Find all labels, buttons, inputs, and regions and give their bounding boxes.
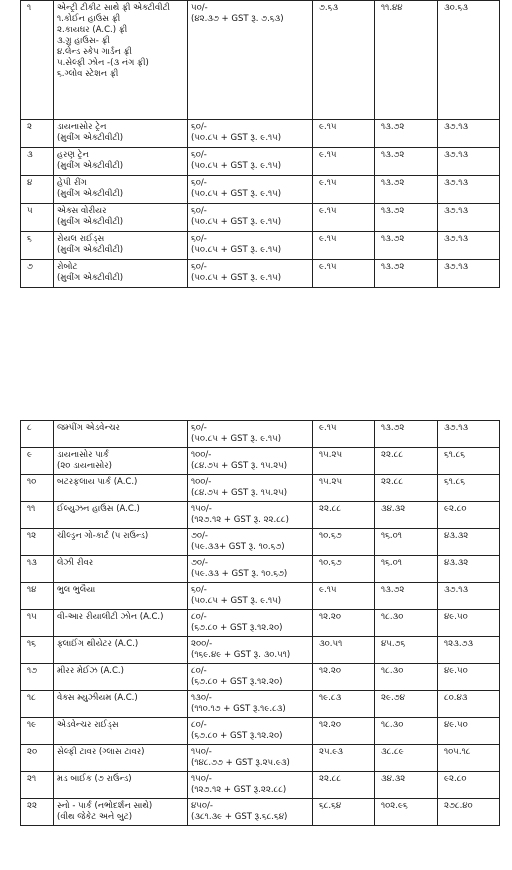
activity-name bbox=[54, 204, 188, 232]
price-cell bbox=[188, 637, 313, 664]
ticket-price: ૬૦/- bbox=[191, 262, 207, 272]
activity-name-line: (મુવીંગ એક્ટીવીટી) bbox=[57, 161, 124, 171]
table-row bbox=[21, 448, 500, 475]
serial-number: ૧૬ bbox=[21, 637, 54, 664]
serial-number: ૮ bbox=[21, 421, 54, 448]
ticket-price: ૬૦/- bbox=[191, 206, 207, 216]
activity-name-line: (મુવીંગ એક્ટીવીટી) bbox=[57, 245, 124, 255]
amount-c4: ૧૨.૨૦ bbox=[313, 664, 375, 691]
activity-name-line: મડ બાઈક (૭ રાઉન્ડ) bbox=[57, 774, 132, 784]
amount-c5: ૩૪.૩૨ bbox=[375, 502, 438, 529]
price-breakup: (૫૦.૮૫ + GST રૂ. ૯.૧૫) bbox=[191, 434, 282, 444]
price-cell bbox=[188, 664, 313, 691]
serial-number: ૫ bbox=[21, 204, 54, 232]
amount-c6: ૪૯.૫૦ bbox=[438, 664, 500, 691]
amount-c5: ૧૩.૭૨ bbox=[375, 204, 438, 232]
amount-c6: ૩૭.૧૩ bbox=[438, 120, 500, 148]
amount-c6: ૪૩.૩૨ bbox=[438, 556, 500, 583]
amount-c6: ૩૭.૧૩ bbox=[438, 583, 500, 610]
ticket-price: ૬૦/- bbox=[191, 585, 207, 595]
activity-name-line: લેઝી રીવર bbox=[57, 558, 94, 568]
price-breakup: (૫૦.૮૫ + GST રૂ. ૯.૧૫) bbox=[191, 273, 282, 283]
table-row bbox=[21, 664, 500, 691]
activity-name bbox=[54, 176, 188, 204]
activity-name bbox=[54, 475, 188, 502]
amount-c5: ૧૬.૦૧ bbox=[375, 556, 438, 583]
amount-c5: ૧૩.૭૨ bbox=[375, 148, 438, 176]
amount-c4: ૧૦.૬૭ bbox=[313, 556, 375, 583]
serial-number: ૧૫ bbox=[21, 610, 54, 637]
price-breakup: (૫૦.૮૫ + GST રૂ. ૯.૧૫) bbox=[191, 189, 282, 199]
amount-c5: ૧૩.૭૨ bbox=[375, 421, 438, 448]
table-row bbox=[21, 120, 500, 148]
ticket-price: ૪૫૦/- bbox=[191, 801, 213, 811]
price-breakup: (૮૪.૭૫ + GST રૂ. ૧૫.૨૫) bbox=[191, 488, 288, 498]
activity-name-line: ૩.ગ્રુ હાઉસ- ફ્રી bbox=[57, 36, 110, 46]
activity-name bbox=[54, 799, 188, 826]
serial-number: ૧ bbox=[21, 1, 54, 120]
amount-c4: ૭.૬૩ bbox=[313, 1, 375, 120]
price-cell bbox=[188, 556, 313, 583]
activity-name bbox=[54, 691, 188, 718]
amount-c5: ૨૯.૭૪ bbox=[375, 691, 438, 718]
activity-name bbox=[54, 664, 188, 691]
amount-c4: ૨૨.૮૮ bbox=[313, 502, 375, 529]
amount-c5: ૧૩.૭૨ bbox=[375, 120, 438, 148]
table-row bbox=[21, 610, 500, 637]
activity-name bbox=[54, 583, 188, 610]
amount-c4: ૧૯.૮૩ bbox=[313, 691, 375, 718]
price-cell bbox=[188, 718, 313, 745]
activity-name-line: (વીથ જેકેટ અને બુટ) bbox=[57, 812, 133, 822]
amount-c5: ૧૮.૩૦ bbox=[375, 664, 438, 691]
table-row bbox=[21, 148, 500, 176]
activity-name bbox=[54, 148, 188, 176]
amount-c6: ૪૩.૩૨ bbox=[438, 529, 500, 556]
price-breakup: (૫૦.૮૫ + GST રૂ. ૯.૧૫) bbox=[191, 133, 282, 143]
activity-name-line: મીરર મેઈઝ (A.C.) bbox=[57, 666, 124, 676]
amount-c5: ૧૦૨.૯૬ bbox=[375, 799, 438, 826]
table-row bbox=[21, 772, 500, 799]
serial-number: ૨ bbox=[21, 120, 54, 148]
serial-number: ૧૪ bbox=[21, 583, 54, 610]
ticket-price: ૮૦/- bbox=[191, 720, 207, 730]
activity-name-line: ભુલ ભુલૈયા bbox=[57, 585, 96, 595]
amount-c5: ૧૮.૩૦ bbox=[375, 718, 438, 745]
table-row bbox=[21, 1, 500, 120]
activity-name-line: ૧.કોઈન હાઉસ ફ્રી bbox=[57, 14, 121, 24]
amount-c6: ૩૦.૬૩ bbox=[438, 1, 500, 120]
activity-name-line: (મુવીંગ એક્ટીવીટી) bbox=[57, 133, 124, 143]
price-cell bbox=[188, 176, 313, 204]
ticket-price: ૮૦/- bbox=[191, 612, 207, 622]
activity-name bbox=[54, 745, 188, 772]
serial-number: ૧૦ bbox=[21, 475, 54, 502]
amount-c5: ૧૩.૭૨ bbox=[375, 176, 438, 204]
price-cell bbox=[188, 610, 313, 637]
amount-c4: ૧૫.૨૫ bbox=[313, 475, 375, 502]
activity-name-line: ૫.સેલ્ફી ઝોન -(૩ નંગ ફ્રી) bbox=[57, 58, 149, 68]
activity-name-line: ડાયનાસોર ટ્રેન bbox=[57, 122, 107, 132]
amount-c6: ૩૭.૧૩ bbox=[438, 232, 500, 260]
amount-c4: ૯.૧૫ bbox=[313, 583, 375, 610]
activity-name-line: હરણ ટ્રેન bbox=[57, 150, 89, 160]
amount-c5: ૩૪.૩૨ bbox=[375, 772, 438, 799]
amount-c4: ૧૨.૨૦ bbox=[313, 718, 375, 745]
price-cell bbox=[188, 529, 313, 556]
amount-c6: ૩૭.૧૩ bbox=[438, 148, 500, 176]
activity-name-line: એન્ટ્રી ટીકીટ સાથે ફ્રી એક્ટીવીટી bbox=[57, 3, 170, 13]
price-breakup: (૫૯.૩૩ + GST રૂ. ૧૦.૬૭) bbox=[191, 569, 288, 579]
price-breakup: (૫૦.૮૫ + GST રૂ. ૯.૧૫) bbox=[191, 245, 282, 255]
price-cell bbox=[188, 772, 313, 799]
amount-c4: ૧૦.૬૭ bbox=[313, 529, 375, 556]
activity-name-line: ફ્લાઈંગ થીયેટર (A.C.) bbox=[57, 639, 139, 649]
activity-name-line: (મુવીંગ એક્ટીવીટી) bbox=[57, 217, 124, 227]
amount-c4: ૯.૧૫ bbox=[313, 260, 375, 288]
table-row bbox=[21, 260, 500, 288]
ticket-price: ૫૦/- bbox=[191, 3, 208, 13]
amount-c6: ૧૦૫.૧૮ bbox=[438, 745, 500, 772]
ticket-price: ૧૫૦/- bbox=[191, 747, 212, 757]
ticket-price: ૬૦/- bbox=[191, 234, 207, 244]
price-cell bbox=[188, 120, 313, 148]
serial-number: ૨૦ bbox=[21, 745, 54, 772]
serial-number: ૩ bbox=[21, 148, 54, 176]
price-cell bbox=[188, 232, 313, 260]
activity-name-line: (૨૦ ડાયનાસોર) bbox=[57, 461, 112, 471]
serial-number: ૨૧ bbox=[21, 772, 54, 799]
serial-number: ૨૨ bbox=[21, 799, 54, 826]
activity-name-line: ડાયનાસોર પાર્ક bbox=[57, 450, 109, 460]
table-row bbox=[21, 502, 500, 529]
activity-name-line: ૪.લેન્ડ સ્કેપ ગાર્ડન ફ્રી bbox=[57, 47, 132, 57]
ticket-price: ૭૦/- bbox=[191, 558, 208, 568]
activity-name bbox=[54, 232, 188, 260]
amount-c6: ૯૨.૮૦ bbox=[438, 772, 500, 799]
serial-number: ૧૮ bbox=[21, 691, 54, 718]
amount-c5: ૩૮.૮૯ bbox=[375, 745, 438, 772]
price-cell bbox=[188, 583, 313, 610]
rates-table-1 bbox=[20, 0, 500, 288]
activity-name-line: જમ્પીંગ એડવેન્ચર bbox=[57, 423, 120, 433]
activity-name-line: હેપી રીંગ bbox=[57, 178, 87, 188]
ticket-price: ૧૦૦/- bbox=[191, 477, 212, 487]
serial-number: ૧૩ bbox=[21, 556, 54, 583]
amount-c4: ૯.૧૫ bbox=[313, 232, 375, 260]
activity-name-line: સેલ્ફી ટાવર (ગ્લાસ ટાવર) bbox=[57, 747, 145, 757]
page-2-table bbox=[20, 420, 499, 826]
amount-c6: ૩૭.૧૩ bbox=[438, 176, 500, 204]
activity-name bbox=[54, 610, 188, 637]
price-breakup: (૧૬૯.૪૯ + GST રૂ. ૩૦.૫૧) bbox=[191, 650, 291, 660]
price-cell bbox=[188, 745, 313, 772]
price-breakup: (૬૭.૮૦ + GST રૂ.૧૨.૨૦) bbox=[191, 623, 283, 633]
activity-name-line: બટરફલાય પાર્ક (A.C.) bbox=[57, 477, 138, 487]
activity-name bbox=[54, 529, 188, 556]
activity-name-line: ઈલ્યુઝન હાઉસ (A.C.) bbox=[57, 504, 140, 514]
table-row bbox=[21, 421, 500, 448]
table-row bbox=[21, 176, 500, 204]
table-row bbox=[21, 529, 500, 556]
price-cell bbox=[188, 475, 313, 502]
table-row bbox=[21, 204, 500, 232]
table-row bbox=[21, 556, 500, 583]
activity-name bbox=[54, 421, 188, 448]
ticket-price: ૬૦/- bbox=[191, 178, 207, 188]
amount-c4: ૯.૧૫ bbox=[313, 148, 375, 176]
price-cell bbox=[188, 1, 313, 120]
price-cell bbox=[188, 799, 313, 826]
amount-c6: ૮૦.૪૩ bbox=[438, 691, 500, 718]
ticket-price: ૬૦/- bbox=[191, 150, 207, 160]
amount-c5: ૨૨.૮૮ bbox=[375, 448, 438, 475]
activity-name bbox=[54, 718, 188, 745]
table-row bbox=[21, 475, 500, 502]
amount-c6: ૪૯.૫૦ bbox=[438, 718, 500, 745]
activity-name bbox=[54, 502, 188, 529]
amount-c5: ૨૨.૮૮ bbox=[375, 475, 438, 502]
amount-c6: ૩૭.૧૩ bbox=[438, 204, 500, 232]
activity-name bbox=[54, 260, 188, 288]
amount-c6: ૯૨.૮૦ bbox=[438, 502, 500, 529]
ticket-price: ૨૦૦/- bbox=[191, 639, 213, 649]
activity-name bbox=[54, 448, 188, 475]
amount-c4: ૯.૧૫ bbox=[313, 120, 375, 148]
ticket-price: ૮૦/- bbox=[191, 666, 207, 676]
ticket-price: ૬૦/- bbox=[191, 423, 207, 433]
price-cell bbox=[188, 691, 313, 718]
activity-name bbox=[54, 1, 188, 120]
table-row bbox=[21, 583, 500, 610]
activity-name-line: વી-આર રીયાલીટી ઝોન (A.C.) bbox=[57, 612, 164, 622]
amount-c4: ૧૫.૨૫ bbox=[313, 448, 375, 475]
amount-c5: ૧૮.૩૦ bbox=[375, 610, 438, 637]
ticket-price: ૧૫૦/- bbox=[191, 774, 212, 784]
serial-number: ૭ bbox=[21, 260, 54, 288]
price-breakup: (૫૯.૩૩+ GST રૂ. ૧૦.૬૭) bbox=[191, 542, 285, 552]
amount-c4: ૨૨.૮૮ bbox=[313, 772, 375, 799]
ticket-price: ૧૩૦/- bbox=[191, 693, 212, 703]
rates-table-2 bbox=[20, 420, 500, 826]
activity-name-line: એડવેન્ચર રાઈડ્સ bbox=[57, 720, 119, 730]
amount-c4: ૩૦.૫૧ bbox=[313, 637, 375, 664]
price-cell bbox=[188, 260, 313, 288]
activity-name bbox=[54, 556, 188, 583]
price-cell bbox=[188, 502, 313, 529]
page-1-table bbox=[20, 0, 499, 288]
page-gap bbox=[0, 293, 512, 420]
amount-c6: ૧૨૩.૭૩ bbox=[438, 637, 500, 664]
activity-name bbox=[54, 637, 188, 664]
ticket-price: ૬૦/- bbox=[191, 122, 207, 132]
table-row bbox=[21, 745, 500, 772]
table-row bbox=[21, 232, 500, 260]
amount-c6: ૬૧.૮૬ bbox=[438, 475, 500, 502]
table-row bbox=[21, 718, 500, 745]
price-breakup: (૪૨.૩૭ + GST રૂ. ૭.૬૩) bbox=[191, 14, 284, 24]
amount-c5: ૪૫.૭૬ bbox=[375, 637, 438, 664]
serial-number: ૪ bbox=[21, 176, 54, 204]
price-cell bbox=[188, 148, 313, 176]
table-row bbox=[21, 799, 500, 826]
amount-c6: ૩૭.૧૩ bbox=[438, 421, 500, 448]
price-breakup: (૫૦.૮૫ + GST રૂ. ૯.૧૫) bbox=[191, 596, 282, 606]
ticket-price: ૭૦/- bbox=[191, 531, 208, 541]
activity-name-line: વેક્સ મ્યુઝીયમ (A.C.) bbox=[57, 693, 138, 703]
price-breakup: (૫૦.૮૫ + GST રૂ. ૯.૧૫) bbox=[191, 161, 282, 171]
price-breakup: (૫૦.૮૫ + GST રૂ. ૯.૧૫) bbox=[191, 217, 282, 227]
amount-c6: ૨૭૮.૪૦ bbox=[438, 799, 500, 826]
serial-number: ૯ bbox=[21, 448, 54, 475]
price-breakup: (૧૨૭.૧૨ + GST રૂ. ૨૨.૮૮) bbox=[191, 515, 289, 525]
amount-c4: ૯.૧૫ bbox=[313, 176, 375, 204]
price-breakup: (૬૭.૮૦ + GST રૂ.૧૨.૨૦) bbox=[191, 677, 283, 687]
amount-c6: ૪૯.૫૦ bbox=[438, 610, 500, 637]
activity-name-line: ૬.ગ્લોવ સ્ટેશન ફ્રી bbox=[57, 69, 119, 79]
amount-c6: ૬૧.૮૬ bbox=[438, 448, 500, 475]
amount-c4: ૯.૧૫ bbox=[313, 421, 375, 448]
price-breakup: (૩૮૧.૩૯ + GST રૂ.૬૮.૬૪) bbox=[191, 812, 288, 822]
amount-c5: ૧૧.૪૪ bbox=[375, 1, 438, 120]
price-breakup: (૧૪૮.૭૭ + GST રૂ.૨૫.૯૩) bbox=[191, 758, 290, 768]
activity-name-line: એક્સ વોરીયર bbox=[57, 206, 107, 216]
activity-name-line: રોબોટ bbox=[57, 262, 78, 272]
price-breakup: (૧૧૦.૧૭ + GST રૂ.૧૯.૮૩) bbox=[191, 704, 286, 714]
activity-name-line: રોયલ રાઈડ્સ bbox=[57, 234, 105, 244]
activity-name-line: (મુવીંગ એક્ટીવીટી) bbox=[57, 189, 124, 199]
amount-c4: ૬૮.૬૪ bbox=[313, 799, 375, 826]
price-breakup: (૮૪.૭૫ + GST રૂ. ૧૫.૨૫) bbox=[191, 461, 288, 471]
activity-name bbox=[54, 772, 188, 799]
amount-c5: ૧૩.૭૨ bbox=[375, 232, 438, 260]
serial-number: ૧૨ bbox=[21, 529, 54, 556]
amount-c6: ૩૭.૧૩ bbox=[438, 260, 500, 288]
amount-c4: ૨૫.૯૩ bbox=[313, 745, 375, 772]
serial-number: ૬ bbox=[21, 232, 54, 260]
activity-name bbox=[54, 120, 188, 148]
amount-c4: ૯.૧૫ bbox=[313, 204, 375, 232]
serial-number: ૧૯ bbox=[21, 718, 54, 745]
amount-c5: ૧૩.૭૨ bbox=[375, 583, 438, 610]
price-cell bbox=[188, 448, 313, 475]
price-cell bbox=[188, 204, 313, 232]
ticket-price: ૧૫૦/- bbox=[191, 504, 212, 514]
amount-c5: ૧૬.૦૧ bbox=[375, 529, 438, 556]
price-breakup: (૧૨૭.૧૨ + GST રૂ.૨૨.૮૮) bbox=[191, 785, 287, 795]
amount-c5: ૧૩.૭૨ bbox=[375, 260, 438, 288]
activity-name-line: સ્નો - પાર્ક (નભોદર્શન સાથે) bbox=[57, 801, 153, 811]
serial-number: ૧૧ bbox=[21, 502, 54, 529]
table-row bbox=[21, 637, 500, 664]
ticket-price: ૧૦૦/- bbox=[191, 450, 212, 460]
activity-name-line: ૨.કાયઘર (A.C.) ફ્રી bbox=[57, 25, 128, 35]
amount-c4: ૧૨.૨૦ bbox=[313, 610, 375, 637]
price-breakup: (૬૭.૮૦ + GST રૂ.૧૨.૨૦) bbox=[191, 731, 283, 741]
activity-name-line: ચીલ્ડ્રન ગો-કાર્ટ (૫ રાઉન્ડ) bbox=[57, 531, 149, 541]
price-cell bbox=[188, 421, 313, 448]
activity-name-line: (મુવીંગ એક્ટીવીટી) bbox=[57, 273, 124, 283]
serial-number: ૧૭ bbox=[21, 664, 54, 691]
table-row bbox=[21, 691, 500, 718]
